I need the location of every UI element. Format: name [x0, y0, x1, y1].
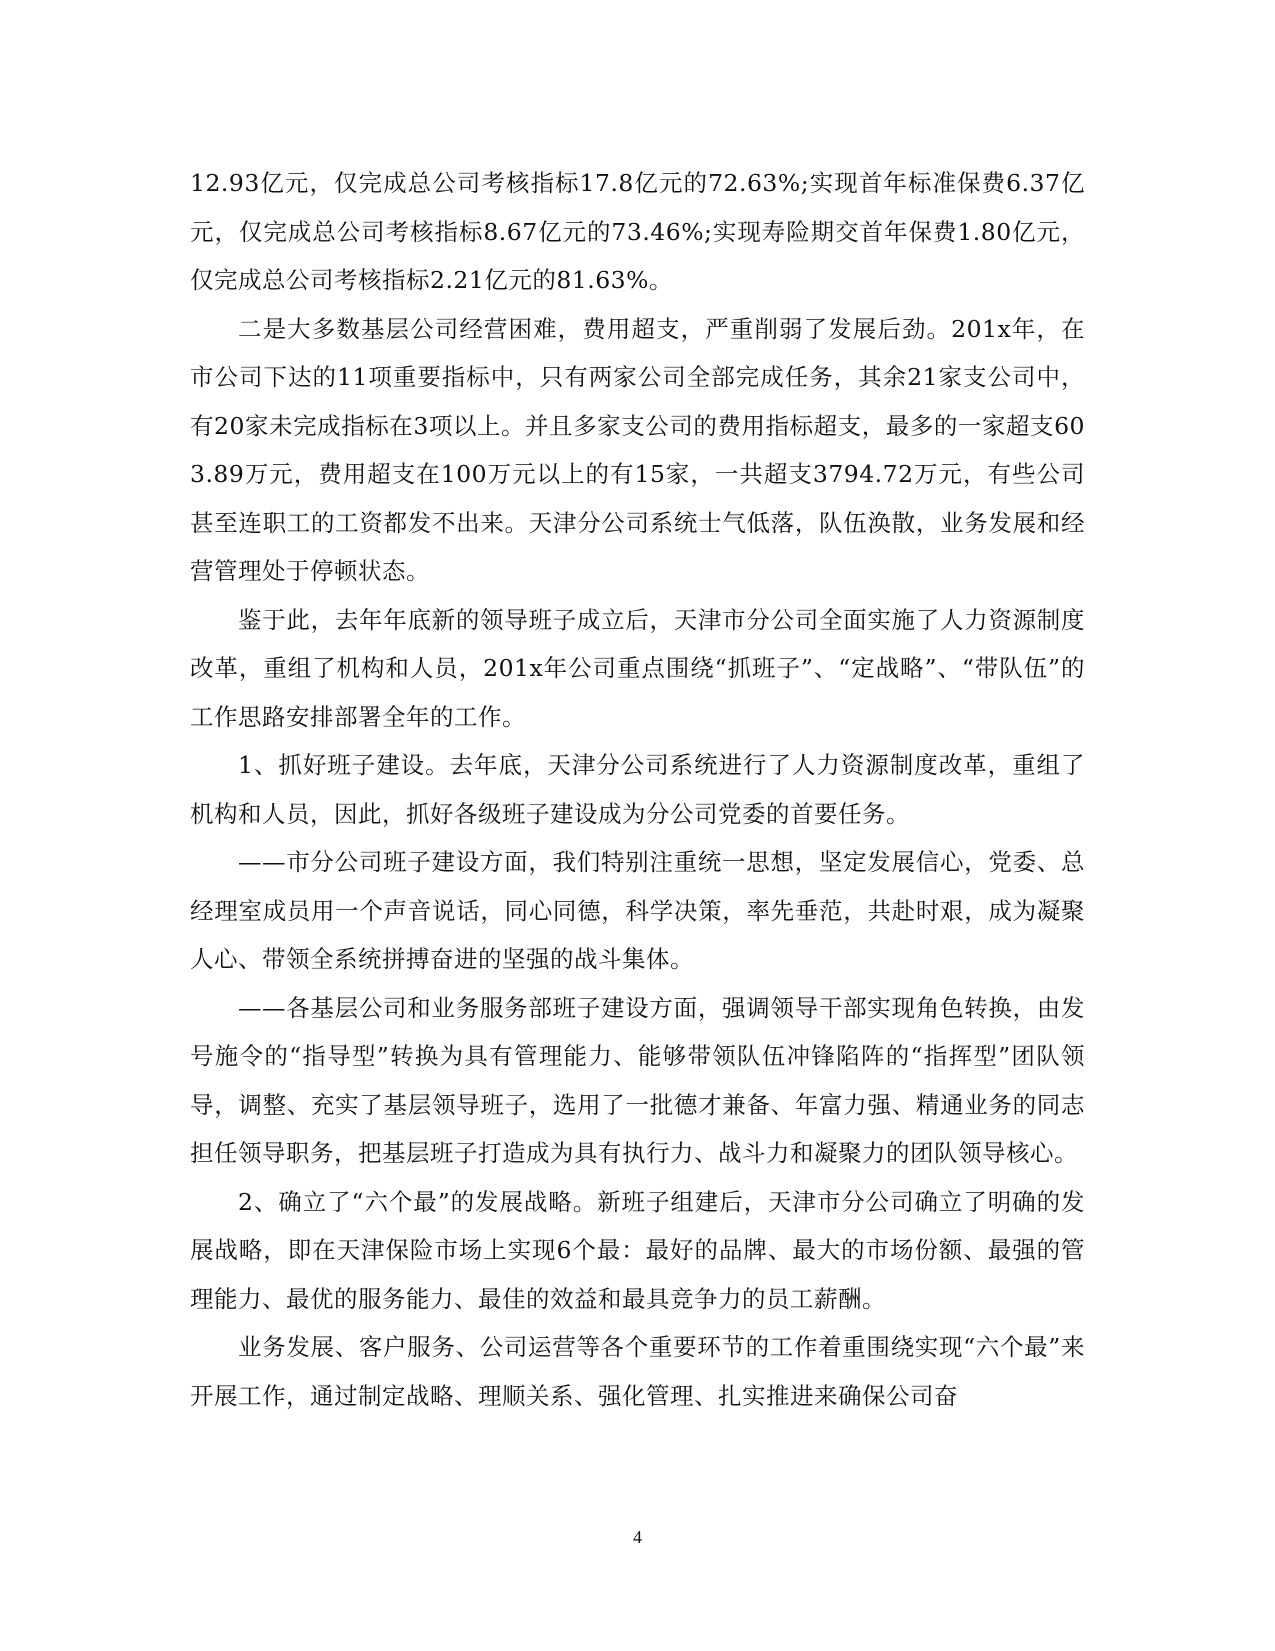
paragraph: ——市分公司班子建设方面，我们特别注重统一思想，坚定发展信心，党委、总经理室成员用一个声音说话，同心同德，科学决策，率先垂范，共赴时艰，成为凝聚人心、带领全系统拼搏奋进的坚强的战斗集体。 [190, 848, 1085, 973]
page-number: 4 [633, 1527, 642, 1547]
paragraph: 业务发展、客户服务、公司运营等各个重要环节的工作着重围绕实现“六个最”来开展工作，通过制定战略、理顺关系、强化管理、扎实推进来确保公司奋 [190, 1333, 1085, 1410]
document-body [190, 159, 1085, 1420]
paragraph: ——各基层公司和业务服务部班子建设方面，强调领导干部实现角色转换，由发号施令的“指导型”转换为具有管理能力、能够带领队伍冲锋陷阵的“指挥型”团队领导，调整、充实了基层领导班子，选用了一批德才兼备、年富力强、精通业务的同志担任领导职务，把基层班子打造成为具有执行力、战斗力和凝聚力的团队领导核心。 [190, 993, 1085, 1167]
paragraph: 二是大多数基层公司经营困难，费用超支，严重削弱了发展后劲。201x年，在市公司下达的11项重要指标中，只有两家公司全部完成任务，其余21家支公司中，有20家未完成指标在3项以上。并且多家支公司的费用指标超支，最多的一家超支603.89万元，费用超支在100万元以上的有15家，一共超支3794.72万元，有些公司甚至连职工的工资都发不出来。天津分公司系统士气低落，队伍涣散，业务发展和经营管理处于停顿状态。 [190, 314, 1085, 585]
paragraph: 12.93亿元，仅完成总公司考核指标17.8亿元的72.63%;实现首年标准保费6.37亿元，仅完成总公司考核指标8.67亿元的73.46%;实现寿险期交首年保费1.80亿元，仅完成总公司考核指标2.21亿元的81.63%。 [190, 169, 1085, 294]
paragraph: 1、抓好班子建设。去年底，天津分公司系统进行了人力资源制度改革，重组了机构和人员，因此，抓好各级班子建设成为分公司党委的首要任务。 [190, 751, 1085, 828]
paragraph: 鉴于此，去年年底新的领导班子成立后，天津市分公司全面实施了人力资源制度改革，重组了机构和人员，201x年公司重点围绕“抓班子”、“定战略”、“带队伍”的工作思路安排部署全年的工作。 [190, 605, 1085, 731]
paragraph: 2、确立了“六个最”的发展战略。新班子组建后，天津市分公司确立了明确的发展战略，即在天津保险市场上实现6个最：最好的品牌、最大的市场份额、最强的管理能力、最优的服务能力、最佳的效益和最具竞争力的员工薪酬。 [190, 1187, 1085, 1313]
